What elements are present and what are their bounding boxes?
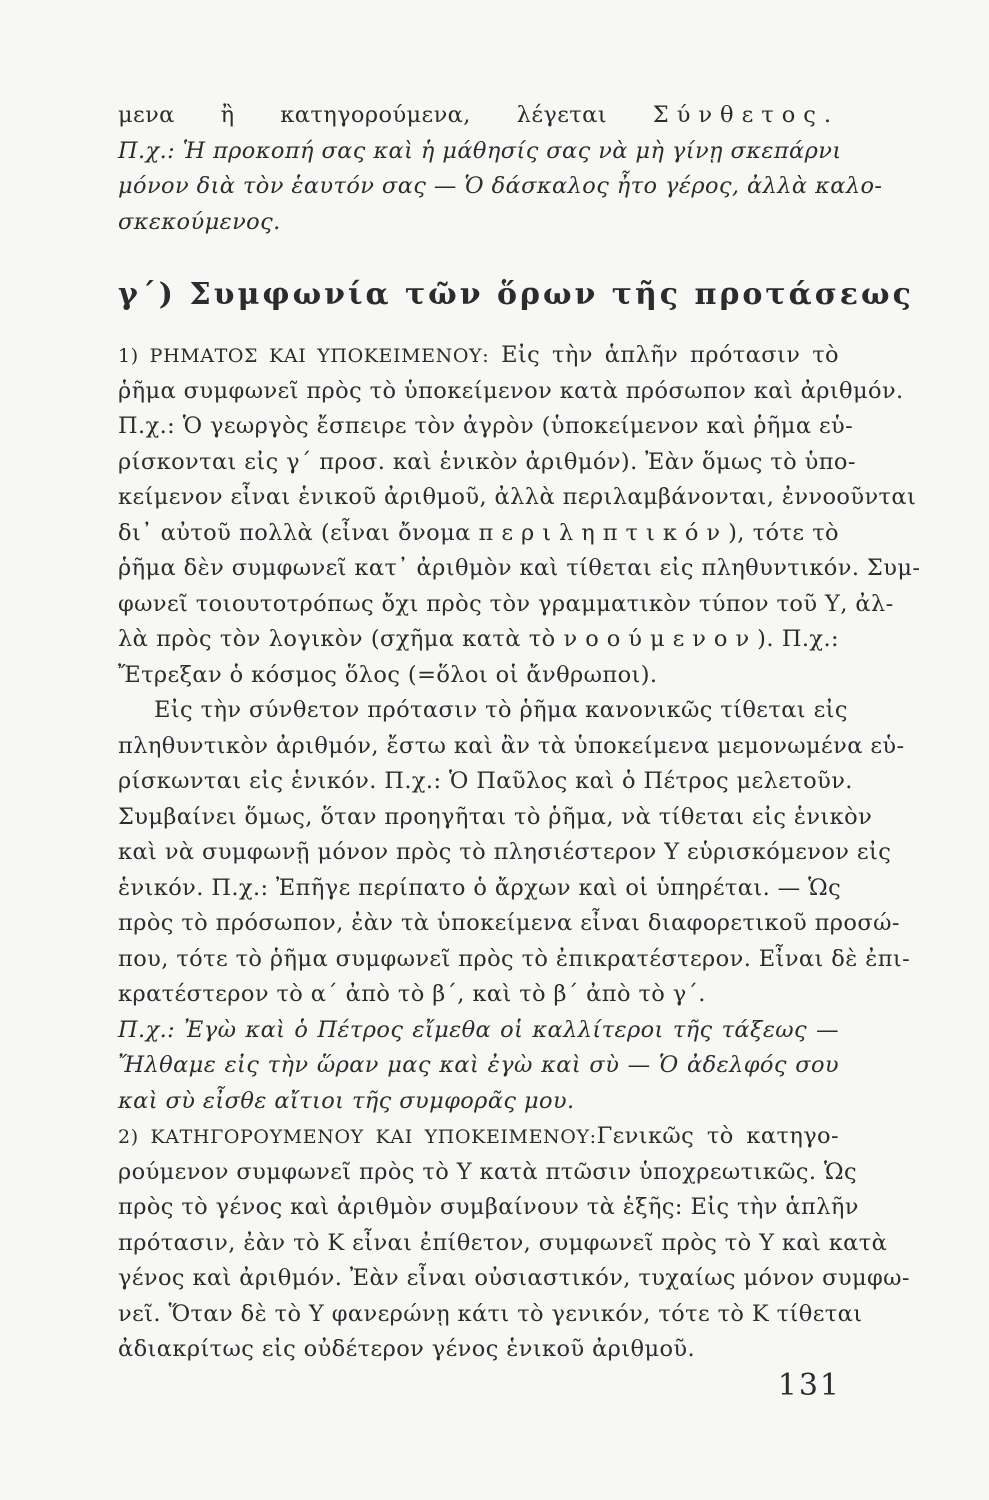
section1-paragraph2-line-8: που, τότε τὸ ῥῆμα συμφωνεῖ πρὸς τὸ ἐπικρατέστερον. Εἶναι δὲ ἐπι-: [118, 945, 911, 972]
section1-line-1: [118, 338, 839, 374]
section1-line-9-post: ). Π.χ.:: [757, 626, 839, 652]
section2-line-5: γένος καὶ ἀριθμόν. Ἐὰν εἶναι οὐσιαστικόν, τυχαίως μόνον συμφω-: [118, 1265, 910, 1291]
spaced-term-nooumenon: νοούμενον: [563, 626, 758, 652]
section2-line-7: ἀδιακρίτως εἰς οὐδέτερον γένος ἑνικοῦ ἀριθμοῦ.: [118, 1336, 696, 1362]
example-line-1: Π.χ.: Ἐγὼ καὶ ὁ Πέτρος εἴμεθα οἱ καλλίτεροι τῆς τάξεως —: [118, 1016, 839, 1043]
section-heading: γ΄) Συμφωνία τῶν ὅρων τῆς προτάσεως: [118, 277, 914, 312]
section2-line-3: πρὸς τὸ γένος καὶ ἀριθμὸν συμβαίνουν τὰ ἑξῆς: Εἰς τὴν ἁπλῆν: [118, 1194, 859, 1220]
section1-line-9-pre: λὰ πρὸς τὸν λογικὸν (σχῆμα κατὰ τὸ: [118, 626, 556, 652]
section1-line-7: ῥῆμα δὲν συμφωνεῖ κατ᾽ ἀριθμὸν καὶ τίθεται εἰς πληθυντικόν. Συμ-: [118, 555, 921, 581]
section1-line-2: ῥῆμα συμφωνεῖ πρὸς τὸ ὑποκείμενον κατὰ πρόσωπον καὶ ἀριθμόν.: [118, 377, 904, 404]
section2-line-6: νεῖ. Ὅταν δὲ τὸ Υ φανερώνῃ κάτι τὸ γενικόν, τότε τὸ Κ τίθεται: [118, 1300, 863, 1327]
example-line-3: καὶ σὺ εἶσθε αἴτιοι τῆς συμφορᾶς μου.: [118, 1087, 575, 1114]
example-line-2: Ἤλθαμε εἰς τὴν ὥραν μας καὶ ἐγὼ καὶ σὺ — Ὁ ἀδελφός σου: [118, 1052, 839, 1078]
section2-line-1-text: Γενικῶς τὸ κατηγο-: [596, 1123, 840, 1149]
section1-paragraph2-line-5: καὶ νὰ συμφωνῇ μόνον πρὸς τὸ πλησιέστερον Υ εὑρισκόμενον εἰς: [118, 839, 892, 865]
section1-label: 1) ΡΗΜΑΤΟΣ ΚΑΙ ΥΠΟΚΕΙΜΕΝΟΥ:: [118, 345, 490, 367]
intro-line-3: μόνον διὰ τὸν ἑαυτόν σας — Ὁ δάσκαλος ἦτο γέρος, ἀλλὰ καλο-: [118, 173, 883, 199]
spaced-term-syntheto: Σύνθετος.: [652, 102, 839, 128]
section1-paragraph2-line-6: ἑνικόν. Π.χ.: Ἐπῆγε περίπατο ὁ ἄρχων καὶ οἱ ὑπηρέται. — Ὡς: [118, 874, 842, 901]
section2-line-1: [118, 1119, 839, 1155]
section1-line-6-pre: δι᾽ αὐτοῦ πολλὰ (εἶναι ὄνομα: [118, 519, 471, 546]
section2-line-4: πρότασιν, ἐὰν τὸ Κ εἶναι ἐπίθετον, συμφωνεῖ πρὸς τὸ Υ καὶ κατὰ: [118, 1229, 888, 1256]
section2-label: 2) ΚΑΤΗΓΟΡΟΥΜΕΝΟΥ ΚΑΙ ΥΠΟΚΕΙΜΕΝΟΥ:: [118, 1126, 597, 1148]
section1-paragraph2-line-3: ρίσκωνται εἰς ἑνικόν. Π.χ.: Ὁ Παῦλος καὶ ὁ Πέτρος μελετοῦν.: [118, 768, 853, 794]
section1-line-9: [118, 622, 839, 658]
page-number: 131: [777, 1368, 841, 1403]
section1-line-8: φωνεῖ τοιουτοτρόπως ὄχι πρὸς τὸν γραμματικὸν τύπον τοῦ Υ, ἀλ-: [118, 590, 894, 617]
section1-paragraph2-line-2: πληθυντικὸν ἀριθμόν, ἔστω καὶ ἂν τὰ ὑποκείμενα μεμονωμένα εὑ-: [118, 732, 905, 759]
intro-line-4: σκεκούμενος.: [118, 208, 281, 235]
section1-line-6-post: ), τότε τὸ: [728, 519, 839, 546]
section2-line-2: ρούμενον συμφωνεῖ πρὸς τὸ Υ κατὰ πτῶσιν ὑποχρεωτικῶς. Ὡς: [118, 1158, 858, 1185]
section1-line-1-text: Εἰς τὴν ἁπλῆν πρότασιν τὸ: [501, 342, 839, 368]
section1-paragraph2-line-7: πρὸς τὸ πρόσωπον, ἐὰν τὰ ὑποκείμενα εἶναι διαφορετικοῦ προσώ-: [118, 910, 900, 936]
section1-paragraph2-line-4: Συμβαίνει ὅμως, ὅταν προηγῆται τὸ ῥῆμα, νὰ τίθεται εἰς ἑνικὸν: [118, 803, 873, 830]
section1-line-10: Ἔτρεξαν ὁ κόσμος ὅλος (=ὅλοι οἱ ἄνθρωποι).: [118, 661, 658, 688]
section1-line-6: [118, 516, 839, 552]
section1-paragraph2-line-9: κρατέστερον τὸ α΄ ἀπὸ τὸ β΄, καὶ τὸ β΄ ἀπὸ τὸ γ΄.: [118, 981, 706, 1007]
section1-line-4: ρίσκονται εἰς γ΄ προσ. καὶ ἑνικὸν ἀριθμόν). Ἐὰν ὅμως τὸ ὑπο-: [118, 448, 856, 475]
section1-paragraph2-line-1: Εἰς τὴν σύνθετον πρότασιν τὸ ῥῆμα κανονικῶς τίθεται εἰς: [154, 697, 848, 723]
intro-text: μενα ἢ κατηγορούμενα, λέγεται: [118, 102, 607, 128]
section1-line-3: Π.χ.: Ὁ γεωργὸς ἔσπειρε τὸν ἀγρὸν (ὑποκείμενον καὶ ῥῆμα εὑ-: [118, 413, 854, 439]
spaced-term-perilptikon: περιληπτικόν: [478, 519, 729, 546]
intro-line-1: [118, 98, 839, 134]
intro-line-2: Π.χ.: Ἡ προκοπή σας καὶ ἡ μάθησίς σας νὰ μὴ γίνῃ σκεπάρνι: [118, 137, 842, 164]
section1-line-5: κείμενον εἶναι ἑνικοῦ ἀριθμοῦ, ἀλλὰ περιλαμβάνονται, ἐννοοῦνται: [118, 484, 917, 510]
